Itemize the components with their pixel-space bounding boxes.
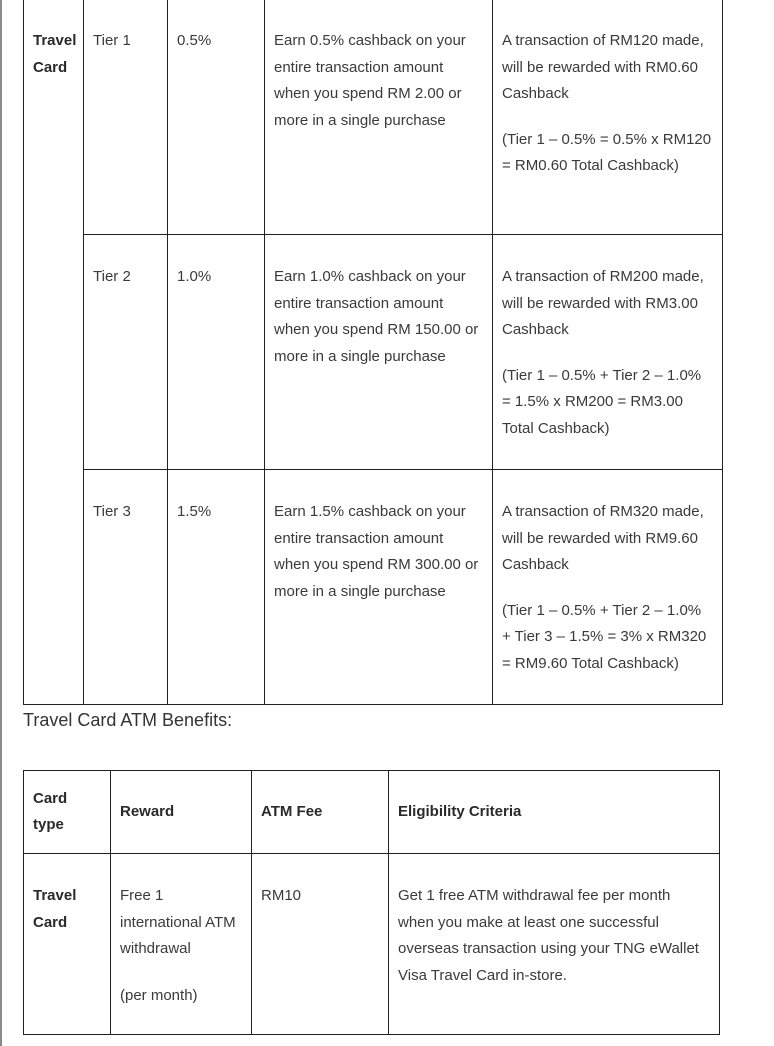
example-text: A transaction of RM200 made, will be rewarded with RM3.00 Cashback (502, 268, 704, 338)
description-cell: Earn 0.5% cashback on your entire transaction amount when you spend RM 2.00 or more in a single purchase (265, 0, 493, 235)
rate-cell: 0.5% (168, 0, 265, 235)
atm-fee-cell: RM10 (252, 854, 389, 1035)
table-row (24, 0, 723, 235)
reward-note: (per month) (120, 986, 198, 1004)
table-row (24, 854, 720, 1035)
tier-cell: Tier 2 (84, 235, 168, 470)
description-cell: Earn 1.5% cashback on your entire transaction amount when you spend RM 300.00 or more in a single purchase (265, 470, 493, 705)
example-cell (493, 235, 723, 470)
tier-cell: Tier 1 (84, 0, 168, 235)
window-edge (0, 0, 2, 1046)
card-type-cell: Travel Card (24, 854, 111, 1035)
eligibility-cell: Get 1 free ATM withdrawal fee per month when you make at least one successful overseas transaction using your TNG eWallet Visa Travel Card in-store. (389, 854, 720, 1035)
cashback-tiers-table (23, 0, 723, 705)
reward-cell (111, 854, 252, 1035)
atm-benefits-heading: Travel Card ATM Benefits: (23, 710, 233, 730)
calculation-text: (Tier 1 – 0.5% + Tier 2 – 1.0% + Tier 3 – 1.5% = 3% x RM320 = RM9.60 Total Cashback) (502, 601, 707, 672)
header-reward: Reward (111, 771, 252, 854)
header-eligibility: Eligibility Criteria (389, 771, 720, 854)
example-cell (493, 0, 723, 235)
calculation-text: (Tier 1 – 0.5% = 0.5% x RM120 = RM0.60 Total Cashback) (502, 130, 712, 174)
rate-cell: 1.0% (168, 235, 265, 470)
description-cell: Earn 1.0% cashback on your entire transaction amount when you spend RM 150.00 or more in a single purchase (265, 235, 493, 470)
table-row (24, 470, 723, 705)
header-card-type: Card type (24, 771, 111, 854)
header-atm-fee: ATM Fee (252, 771, 389, 854)
tier-cell: Tier 3 (84, 470, 168, 705)
example-text: A transaction of RM120 made, will be rewarded with RM0.60 Cashback (502, 32, 704, 102)
card-type-cell: Travel Card (24, 0, 84, 705)
table-row (24, 235, 723, 470)
table-header-row (24, 771, 720, 854)
rate-cell: 1.5% (168, 470, 265, 705)
reward-text: Free 1 international ATM withdrawal (120, 887, 236, 957)
example-text: A transaction of RM320 made, will be rewarded with RM9.60 Cashback (502, 503, 704, 573)
example-cell (493, 470, 723, 705)
calculation-text: (Tier 1 – 0.5% + Tier 2 – 1.0% = 1.5% x RM200 = RM3.00 Total Cashback) (502, 366, 702, 437)
atm-benefits-table (23, 770, 720, 1035)
